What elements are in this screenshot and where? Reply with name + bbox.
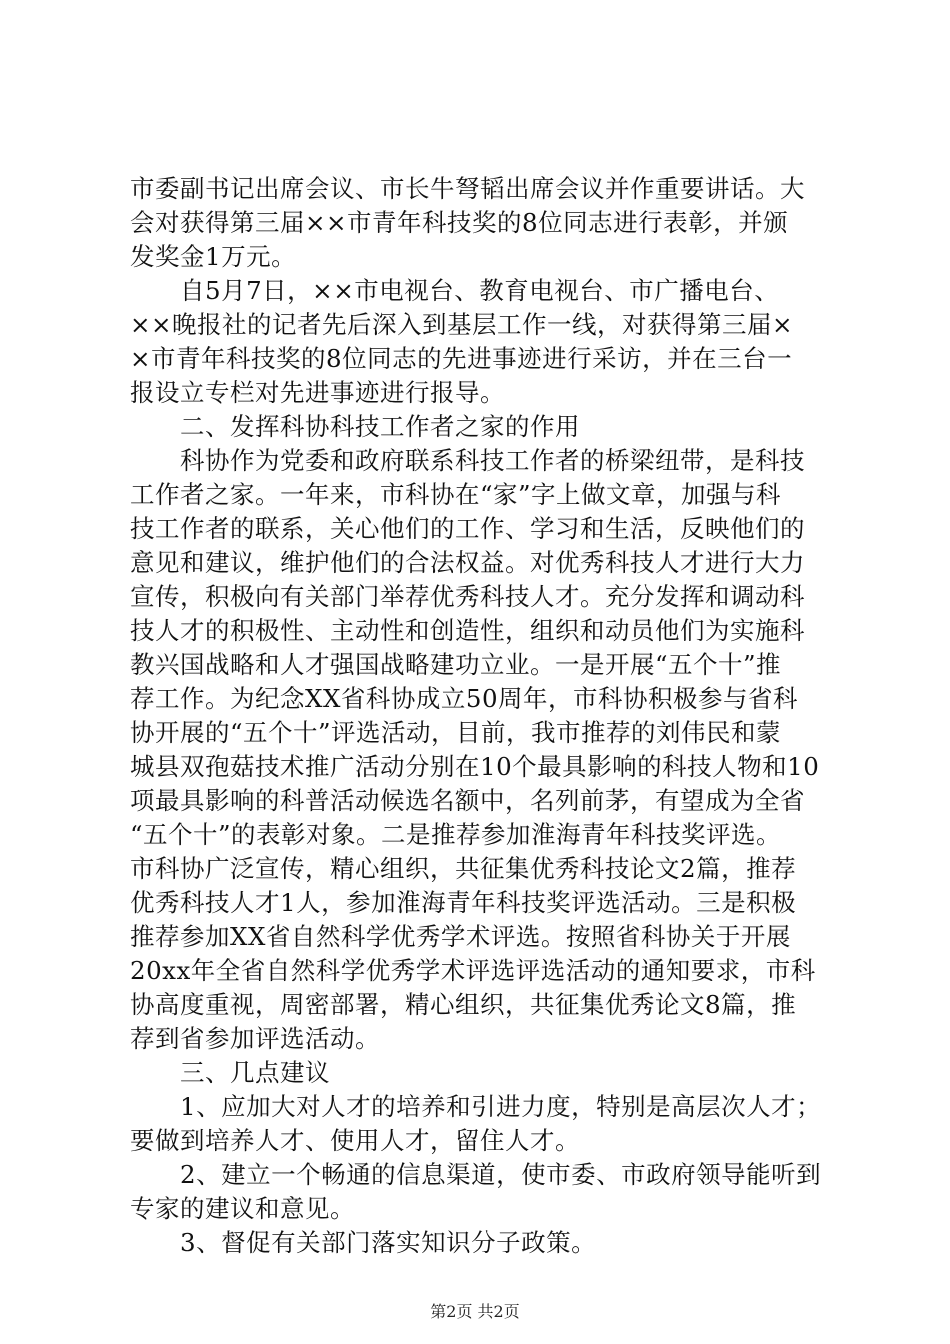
text-line: 协高度重视，周密部署，精心组织，共征集优秀论文8篇，推 bbox=[130, 990, 797, 1019]
text-line: 要做到培养人才、使用人才，留住人才。 bbox=[130, 1126, 580, 1155]
text-line: 专家的建议和意见。 bbox=[130, 1194, 355, 1223]
section-heading: 二、发挥科协科技工作者之家的作用 bbox=[180, 412, 580, 441]
text-line: 市科协广泛宣传，精心组织，共征集优秀科技论文2篇，推荐 bbox=[130, 854, 797, 883]
text-line: 荐到省参加评选活动。 bbox=[130, 1024, 380, 1053]
text-line: 报设立专栏对先进事迹进行报导。 bbox=[130, 378, 505, 407]
text-line: 教兴国战略和人才强国战略建功立业。一是开展“五个十”推 bbox=[130, 650, 782, 679]
text-line: 优秀科技人才1人，参加淮海青年科技奖评选活动。三是积极 bbox=[130, 888, 797, 917]
text-line: 意见和建议，维护他们的合法权益。对优秀科技人才进行大力 bbox=[130, 548, 805, 577]
text-line: 项最具影响的科普活动候选名额中，名列前茅，有望成为全省 bbox=[130, 786, 805, 815]
text-line: 技工作者的联系，关心他们的工作、学习和生活，反映他们的 bbox=[130, 514, 805, 543]
text-line: 3、督促有关部门落实知识分子政策。 bbox=[180, 1228, 597, 1257]
text-line: 发奖金1万元。 bbox=[130, 242, 297, 271]
text-line: 1、应加大对人才的培养和引进力度，特别是高层次人才； bbox=[180, 1092, 822, 1121]
text-line: 推荐参加XX省自然科学优秀学术评选。按照省科协关于开展 bbox=[130, 922, 791, 951]
text-line: 自5月7日，××市电视台、教育电视台、市广播电台、 bbox=[180, 276, 780, 305]
page-footer: 第2页 共2页 bbox=[430, 1302, 520, 1321]
text-line: ×市青年科技奖的8位同志的先进事迹进行采访，并在三台一 bbox=[130, 344, 793, 373]
text-line: 科协作为党委和政府联系科技工作者的桥梁纽带，是科技 bbox=[180, 446, 805, 475]
text-line: 技人才的积极性、主动性和创造性，组织和动员他们为实施科 bbox=[130, 616, 805, 645]
text-line: ××晚报社的记者先后深入到基层工作一线，对获得第三届× bbox=[130, 310, 794, 339]
text-line: 宣传，积极向有关部门举荐优秀科技人才。充分发挥和调动科 bbox=[130, 582, 805, 611]
text-line: 城县双孢菇技术推广活动分别在10个最具影响的科技人物和10 bbox=[130, 752, 820, 781]
text-line: “五个十”的表彰对象。二是推荐参加淮海青年科技奖评选。 bbox=[130, 820, 782, 849]
text-line: 20xx年全省自然科学优秀学术评选评选活动的通知要求，市科 bbox=[130, 956, 816, 985]
text-line: 2、建立一个畅通的信息渠道，使市委、市政府领导能听到 bbox=[180, 1160, 822, 1189]
section-heading: 三、几点建议 bbox=[180, 1058, 330, 1087]
text-line: 会对获得第三届××市青年科技奖的8位同志进行表彰，并颁 bbox=[130, 208, 789, 237]
text-line: 工作者之家。一年来，市科协在“家”字上做文章，加强与科 bbox=[130, 480, 782, 509]
text-line: 荐工作。为纪念XX省科协成立50周年，市科协积极参与省科 bbox=[130, 684, 799, 713]
text-line: 市委副书记出席会议、市长牛弩韬出席会议并作重要讲话。大 bbox=[130, 174, 805, 203]
text-line: 协开展的“五个十”评选活动，目前，我市推荐的刘伟民和蒙 bbox=[130, 718, 782, 747]
